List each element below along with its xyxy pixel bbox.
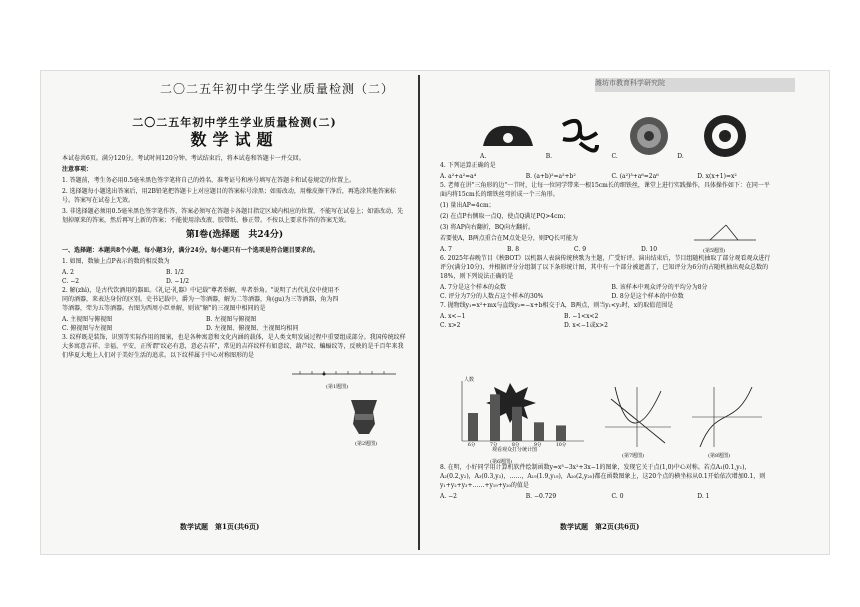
pattern-b-image	[555, 115, 605, 157]
section-desc: 一、选择题：本题共8个小题，每小题3分，满分24分。每小题只有一个选项是符合题目要求的。	[62, 247, 319, 254]
chart-title: 人数	[464, 377, 475, 383]
option: A.	[480, 153, 487, 160]
page-footer: 数学试题 第1页(共6页)	[180, 522, 260, 531]
figure-caption: (第7题图)	[622, 453, 645, 459]
question-1: 1. 如图，数轴上点P表示的数的相反数为	[62, 258, 170, 265]
bar-5	[556, 425, 566, 441]
x-tick-label: 8分	[512, 443, 520, 448]
vessel-image	[345, 398, 383, 438]
option: C. (a²)³+a⁶=2a⁶	[611, 173, 659, 180]
option: D. 10	[641, 246, 658, 253]
option: C.	[611, 153, 618, 160]
parabola-figure	[603, 385, 673, 450]
step: 若要使A，B两点重合在M点处是分，则PQ长可能为	[440, 235, 578, 242]
option: B. −1<x<2	[564, 313, 599, 320]
option: C. 评分为7分的人数占这个样本的30%	[440, 293, 544, 300]
question-3: 3. 纹样既是装饰，识别等实际作用的图案，也是各种寓意和文化内涵的载体，是人类文明发展过程中重要组成部分。我国传统纹样大多寓意吉祥、幸福、平安，正所谓"纹必有意，意必吉祥"，常见的吉祥纹样有如意纹、葫芦纹、蝙蝠纹等，反映的是千百年来我们华夏大地上人们对于美好生活的追求。以下纹样属于中心对称图形的是	[62, 334, 406, 359]
right-page-bottom	[440, 463, 775, 501]
figure-caption: (第5题图)	[703, 248, 726, 254]
option: B. 该样本中观众评分的平均分为8分	[611, 284, 708, 291]
option: C. −2	[62, 278, 80, 285]
option: D. −1/2	[166, 278, 190, 285]
option: B. 1/2	[166, 269, 184, 276]
option: D. x<−1或x>2	[564, 322, 608, 329]
cubic-figure	[690, 385, 765, 450]
option: A. −2	[440, 493, 457, 500]
option: B.	[545, 153, 553, 160]
bar-chart	[450, 373, 590, 453]
figure-caption: (第2题图)	[355, 441, 378, 447]
x-tick-label: 9分	[534, 443, 542, 448]
option: A. x<−1	[440, 313, 466, 320]
intro-text: 本试卷共6页。满分120分。考试时间120分钟。考试结束后，将本试卷和答题卡一并交回。	[62, 155, 305, 162]
pattern-a-image	[478, 118, 538, 154]
figure-caption: (第6题图)	[490, 459, 513, 465]
exam-header: 二〇二五年初中学生学业质量检测（二）	[160, 82, 395, 96]
triangle-figure	[690, 222, 760, 246]
option: A. 2	[62, 269, 74, 276]
step: (2) 在点P右侧取一点Q，使点Q满足PQ>4cm；	[440, 213, 570, 220]
question-2: 2. 解(zhì)，是古代饮酒用的器皿。《礼记·礼器》中记载"尊者举解，卑者举角。"说明了古代礼仪中使用不同的酒器，来表达身份的区别。史书记载中，爵为一等酒器，解为二等酒器，角(gu)为三等酒器，角为四等酒器，斝为五等酒器。右图为西周小臣单解，则该"解"的三视图中相同的是	[62, 287, 340, 312]
option: D. 左视图、俯视图、主视图均相同	[206, 325, 299, 332]
subject-title: 数学试题	[190, 130, 279, 149]
left-page	[62, 100, 407, 362]
option: C. x>2	[440, 322, 461, 329]
figure-caption: (第1题图)	[326, 384, 349, 390]
option: A. 主视图与俯视图	[62, 316, 113, 323]
bar-4	[534, 422, 544, 441]
x-tick-label: 6分	[468, 443, 476, 448]
school-stamp: 潍坊市教育科学研究院	[595, 78, 795, 92]
x-tick-label: 7分	[490, 443, 498, 448]
page-footer: 数学试题 第2页(共6页)	[560, 522, 640, 531]
question-4: 4. 下列运算正确的是	[440, 162, 496, 169]
pattern-c-image	[628, 115, 670, 157]
option: B. −0.729	[525, 493, 557, 500]
question-8: 8. 在明，小好同学用计算机软件绘制函数y=x³−3x²+3x−1的图象，发现它关于点(1,0)中心对称。若点A₁(0.1,y₁)，A₂(0.2,y₂)，A₃(0.3,y₃)，……，A₁₉(1.9,y₁₉)，A₂₀(2,y₂₀)都在函数图象上，这20个点的横坐标从0.1开始依次增加0.1，则y₁+y₂+y₃+……+y₁₉+y₂₀的值是	[440, 464, 766, 489]
option: B. (a+b)²=a²+b²	[525, 173, 576, 180]
option: D.	[677, 153, 684, 160]
question-6: 6. 2025年春晚节目《秧BOT》以机器人表演传统秧歌为主题，广受好评。演出结束后，节目组随机抽取了部分观看观众进行评分(满分10分)，并根据评分分组制了以下条形统计图，其中有一个部分被遮盖了，已知评分为6分的占随机抽出观众总数的18%，则下列说法正确的是	[440, 255, 771, 280]
option: C. 9	[574, 246, 587, 253]
option: A. a²+a²=a⁴	[440, 173, 477, 180]
step: (3) 将AP向右翻折，BQ向左翻折。	[440, 224, 535, 231]
bar-2	[490, 394, 500, 441]
x-tick-label: 10分	[556, 443, 567, 448]
page-fold	[418, 75, 420, 550]
step: (1) 量出AP=4cm；	[440, 202, 495, 209]
bar-1	[468, 413, 478, 441]
bar-3	[512, 407, 522, 441]
option: A. 7	[440, 246, 452, 253]
notice-title: 注意事项：	[62, 166, 93, 173]
option: B. 8	[507, 246, 520, 253]
option: D. 1	[697, 493, 710, 500]
question-5: 5. 老师在讲"三角形的边"一节时，让每一位同学带来一根15cm长的细铁丝，课堂上进行实践操作，具体操作如下：在同一平面内将15cm长的细铁丝弯折成一个三角形。	[440, 182, 770, 198]
notice-item: 1. 答题前，考生务必用0.5毫米黑色签字笔将自己的姓名、准考证号和座号填写在答题卡和试卷规定的位置上。	[62, 177, 356, 184]
option: B. 左视图与俯视图	[206, 316, 257, 323]
option: A. 7分是这个样本的众数	[440, 284, 506, 291]
option: D. x(x+1)=x²	[697, 173, 737, 180]
option: D. 8分是这个样本的中位数	[611, 293, 684, 300]
chart-xlabel: 观看观众打分统计图	[492, 447, 538, 453]
option: C. 俯视图与左视图	[62, 325, 113, 332]
part-title: 第Ⅰ卷(选择题 共24分)	[185, 230, 284, 240]
figure-caption: (第8题图)	[708, 453, 731, 459]
page-title: 二〇二五年初中学生学业质量检测(二)	[132, 116, 337, 129]
notice-item: 2. 选择题每小题选出答案后，用2B铅笔把答题卡上对应题目的答案标号涂黑；如需改动，用橡皮擦干净后，再选涂其他答案标号。答案写在试卷上无效。	[62, 188, 396, 204]
option: C. 0	[611, 493, 624, 500]
question-7: 7. 抛物线y₁=x²+mx与直线y₂=−x+b相交于A，B两点，则当y₁<y₂时，x的取值范围是	[440, 302, 674, 309]
notice-item: 3. 非选择题必须用0.5毫米黑色签字笔作答，答案必须写在答题卡各题目指定区域内相应的位置，不能写在试卷上；如需改动，先划掉原来的答案，然后再写上新的答案；不能使用涂改液、胶带纸、修正带。不按以上要求作答的答案无效。	[62, 208, 404, 224]
